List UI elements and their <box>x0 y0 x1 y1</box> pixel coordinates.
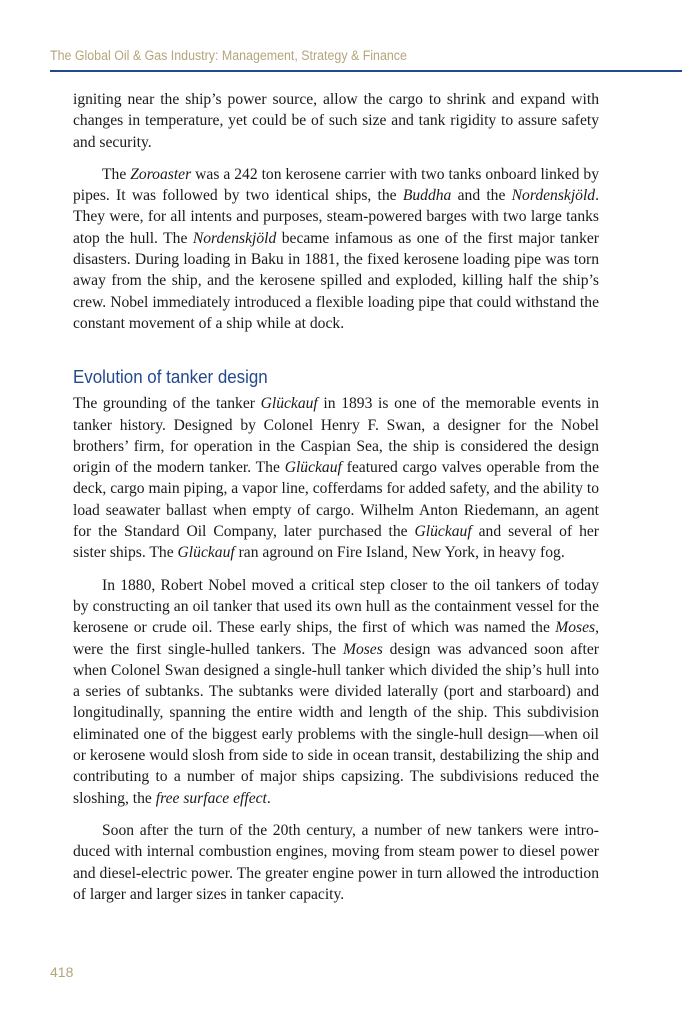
page-body <box>73 89 599 905</box>
italic-ship-name: Glückauf <box>177 544 235 562</box>
paragraph-gluckauf: The grounding of the tanker Glückauf in 1893 is one of the memorable events in tanker history. Designed by Colonel Henry F. Swan, a designer for the Nobel brothers’ firm, for operation in the Caspian Sea, the ship is considered the design origin of the modern tanker. The Glückauf featured cargo valves operable from the deck, cargo main piping, a vapor line, cofferdams for added safety, and the ability to load seawater ballast when empty of cargo. Wilhelm Anton Riedemann, an agent for the Standard Oil Company, later purchased the Glückauf and several of her sister ships. The Glückauf ran aground on Fire Island, New York, in heavy fog. <box>73 395 600 562</box>
italic-ship-name: Buddha <box>402 187 452 205</box>
italic-ship-name: Nordenskjöld <box>511 187 596 205</box>
paragraph-zoroaster: The Zoroaster was a 242 ton kerosene carrier with two tanks onboard linked by pipes. It was followed by two identical ships, the Buddha and the Nordenskjöld. They were, for all intents and purposes, steam-powered barges with two large tanks atop the hull. The Nordenskjöld became infamous as one of the first major tanker disasters. During loading in Baku in 1881, the fixed kerosene loading pipe was torn away from the ship, and the kerosene spilled and exploded, killing half the ship’s crew. Nobel immediately introduced a flexible loading pipe that could withstand the constant movement of a ship while at dock. <box>73 165 599 332</box>
italic-ship-name: Moses <box>555 619 596 637</box>
header-rule <box>50 70 682 72</box>
italic-ship-name: Glückauf <box>284 459 342 477</box>
page-number: 418 <box>50 964 74 980</box>
italic-ship-name: free surface effect <box>155 789 267 807</box>
italic-ship-name: Glückauf <box>414 523 472 541</box>
italic-ship-name: Nordenskjöld <box>192 229 277 247</box>
paragraph-moses: In 1880, Robert Nobel moved a critical step closer to the oil tankers of today by constructing an oil tanker that used its own hull as the containment vessel for the kerosene or crude oil. These early ships, the first of which was named the Moses, were the first single-hulled tankers. The Moses design was advanced soon after when Colonel Swan designed a single-hull tanker which divided the ship’s hull into a series of subtanks. The subtanks were divided laterally (port and starboard) and longitudinally, spanning the entire width and length of the ship. This subdivision eliminated one of the biggest early problems with the single-hull design—when oil or kerosene would slosh from side to side in ocean transit, destabilizing the ship and contributing to a number of major ships capsizing. The subdivisions reduced the sloshing, the free surface effect. <box>73 576 599 807</box>
running-header: The Global Oil & Gas Industry: Management, Strategy & Finance <box>50 48 407 63</box>
italic-ship-name: Zoroaster <box>130 165 192 183</box>
section-heading: Evolution of tanker design <box>73 367 268 388</box>
italic-ship-name: Moses <box>342 640 383 658</box>
paragraph-continued: igniting near the ship’s power source, allow the cargo to shrink and expand with changes in temperature, yet could be of such size and tank rigidity to assure safety and security. <box>73 91 599 151</box>
paragraph-internal-combustion: Soon after the turn of the 20th century, a number of new tankers were introduced with internal combustion engines, moving from steam power to diesel power and diesel-electric power. The greater engine power in turn allowed the introduction of larger and larger sizes in tanker capacity. <box>73 821 599 903</box>
italic-ship-name: Glückauf <box>260 395 318 413</box>
